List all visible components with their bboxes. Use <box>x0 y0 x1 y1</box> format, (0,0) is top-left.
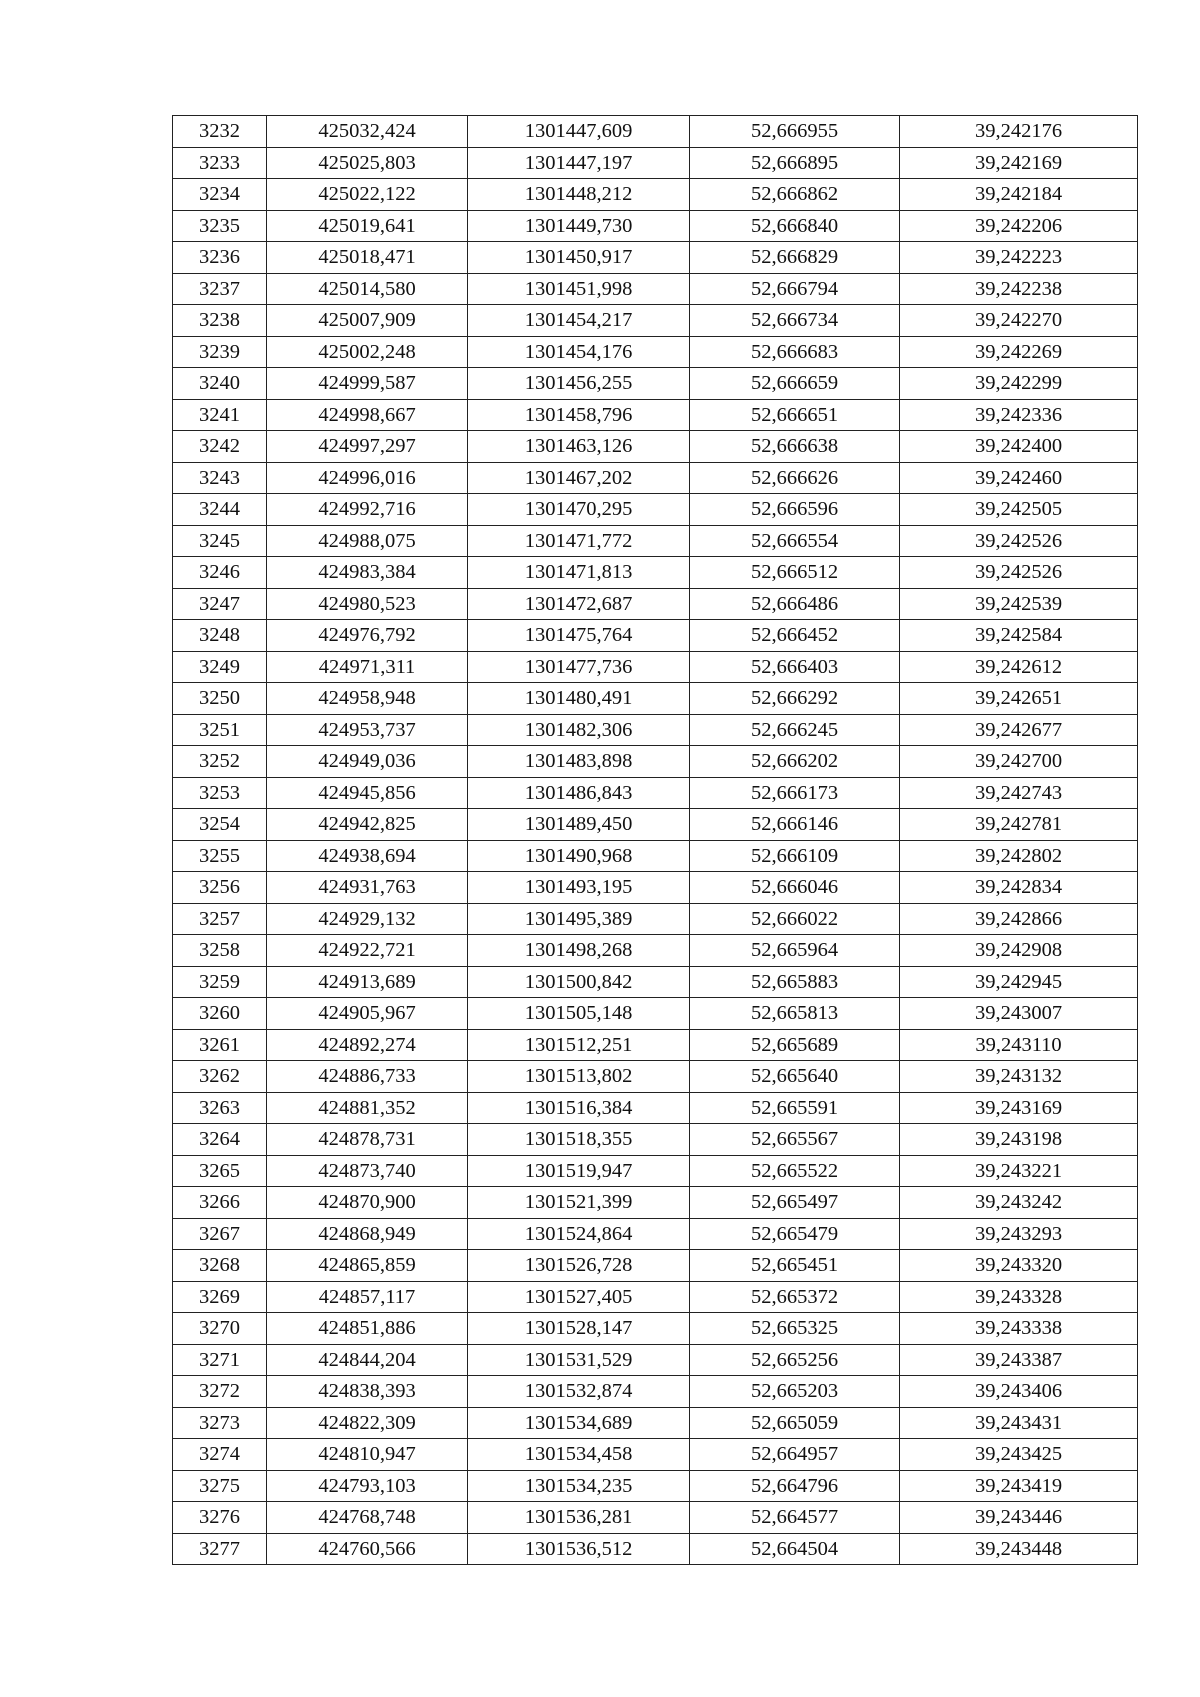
latitude-cell: 52,666486 <box>690 588 900 620</box>
point-number-cell: 3252 <box>173 746 267 778</box>
latitude-cell: 52,666638 <box>690 431 900 463</box>
y-coordinate-cell: 1301456,255 <box>468 368 690 400</box>
point-number-cell: 3246 <box>173 557 267 589</box>
x-coordinate-cell: 424938,694 <box>267 840 468 872</box>
table-row <box>173 210 1138 242</box>
x-coordinate-cell: 425014,580 <box>267 273 468 305</box>
point-number-cell: 3241 <box>173 399 267 431</box>
latitude-cell: 52,665591 <box>690 1092 900 1124</box>
latitude-cell: 52,666794 <box>690 273 900 305</box>
longitude-cell: 39,242505 <box>900 494 1138 526</box>
coordinates-table <box>172 115 1138 1565</box>
point-number-cell: 3250 <box>173 683 267 715</box>
latitude-cell: 52,666512 <box>690 557 900 589</box>
longitude-cell: 39,243448 <box>900 1533 1138 1565</box>
x-coordinate-cell: 424996,016 <box>267 462 468 494</box>
y-coordinate-cell: 1301451,998 <box>468 273 690 305</box>
latitude-cell: 52,666596 <box>690 494 900 526</box>
table-row <box>173 273 1138 305</box>
x-coordinate-cell: 424768,748 <box>267 1502 468 1534</box>
latitude-cell: 52,665203 <box>690 1376 900 1408</box>
table-row <box>173 903 1138 935</box>
table-row <box>173 1439 1138 1471</box>
latitude-cell: 52,665479 <box>690 1218 900 1250</box>
point-number-cell: 3233 <box>173 147 267 179</box>
latitude-cell: 52,666626 <box>690 462 900 494</box>
longitude-cell: 39,243431 <box>900 1407 1138 1439</box>
y-coordinate-cell: 1301534,235 <box>468 1470 690 1502</box>
table-row <box>173 242 1138 274</box>
table-row <box>173 1061 1138 1093</box>
x-coordinate-cell: 424810,947 <box>267 1439 468 1471</box>
point-number-cell: 3244 <box>173 494 267 526</box>
table-row <box>173 431 1138 463</box>
point-number-cell: 3271 <box>173 1344 267 1376</box>
latitude-cell: 52,666683 <box>690 336 900 368</box>
longitude-cell: 39,243221 <box>900 1155 1138 1187</box>
x-coordinate-cell: 424922,721 <box>267 935 468 967</box>
y-coordinate-cell: 1301526,728 <box>468 1250 690 1282</box>
longitude-cell: 39,242834 <box>900 872 1138 904</box>
y-coordinate-cell: 1301519,947 <box>468 1155 690 1187</box>
x-coordinate-cell: 424886,733 <box>267 1061 468 1093</box>
table-row <box>173 651 1138 683</box>
x-coordinate-cell: 424929,132 <box>267 903 468 935</box>
longitude-cell: 39,243169 <box>900 1092 1138 1124</box>
latitude-cell: 52,666895 <box>690 147 900 179</box>
point-number-cell: 3261 <box>173 1029 267 1061</box>
longitude-cell: 39,242700 <box>900 746 1138 778</box>
y-coordinate-cell: 1301531,529 <box>468 1344 690 1376</box>
point-number-cell: 3272 <box>173 1376 267 1408</box>
latitude-cell: 52,664577 <box>690 1502 900 1534</box>
longitude-cell: 39,243387 <box>900 1344 1138 1376</box>
longitude-cell: 39,242539 <box>900 588 1138 620</box>
y-coordinate-cell: 1301470,295 <box>468 494 690 526</box>
x-coordinate-cell: 424892,274 <box>267 1029 468 1061</box>
y-coordinate-cell: 1301463,126 <box>468 431 690 463</box>
longitude-cell: 39,242460 <box>900 462 1138 494</box>
longitude-cell: 39,242802 <box>900 840 1138 872</box>
longitude-cell: 39,242176 <box>900 116 1138 148</box>
point-number-cell: 3235 <box>173 210 267 242</box>
longitude-cell: 39,243007 <box>900 998 1138 1030</box>
longitude-cell: 39,242908 <box>900 935 1138 967</box>
longitude-cell: 39,243320 <box>900 1250 1138 1282</box>
latitude-cell: 52,666146 <box>690 809 900 841</box>
point-number-cell: 3236 <box>173 242 267 274</box>
point-number-cell: 3265 <box>173 1155 267 1187</box>
longitude-cell: 39,242945 <box>900 966 1138 998</box>
longitude-cell: 39,242223 <box>900 242 1138 274</box>
table-row <box>173 1187 1138 1219</box>
point-number-cell: 3238 <box>173 305 267 337</box>
point-number-cell: 3256 <box>173 872 267 904</box>
longitude-cell: 39,242206 <box>900 210 1138 242</box>
latitude-cell: 52,666840 <box>690 210 900 242</box>
point-number-cell: 3251 <box>173 714 267 746</box>
x-coordinate-cell: 424870,900 <box>267 1187 468 1219</box>
latitude-cell: 52,665372 <box>690 1281 900 1313</box>
table-row <box>173 1407 1138 1439</box>
x-coordinate-cell: 425018,471 <box>267 242 468 274</box>
table-row <box>173 368 1138 400</box>
longitude-cell: 39,243338 <box>900 1313 1138 1345</box>
table-row <box>173 1124 1138 1156</box>
y-coordinate-cell: 1301471,772 <box>468 525 690 557</box>
table-row <box>173 714 1138 746</box>
table-row <box>173 336 1138 368</box>
table-row <box>173 179 1138 211</box>
point-number-cell: 3273 <box>173 1407 267 1439</box>
table-row <box>173 1376 1138 1408</box>
y-coordinate-cell: 1301534,689 <box>468 1407 690 1439</box>
x-coordinate-cell: 424998,667 <box>267 399 468 431</box>
latitude-cell: 52,666862 <box>690 179 900 211</box>
longitude-cell: 39,242269 <box>900 336 1138 368</box>
longitude-cell: 39,242677 <box>900 714 1138 746</box>
y-coordinate-cell: 1301483,898 <box>468 746 690 778</box>
x-coordinate-cell: 424873,740 <box>267 1155 468 1187</box>
longitude-cell: 39,243110 <box>900 1029 1138 1061</box>
x-coordinate-cell: 424997,297 <box>267 431 468 463</box>
point-number-cell: 3270 <box>173 1313 267 1345</box>
latitude-cell: 52,665451 <box>690 1250 900 1282</box>
latitude-cell: 52,666651 <box>690 399 900 431</box>
point-number-cell: 3239 <box>173 336 267 368</box>
y-coordinate-cell: 1301480,491 <box>468 683 690 715</box>
latitude-cell: 52,665813 <box>690 998 900 1030</box>
latitude-cell: 52,666829 <box>690 242 900 274</box>
longitude-cell: 39,242299 <box>900 368 1138 400</box>
latitude-cell: 52,666659 <box>690 368 900 400</box>
latitude-cell: 52,666022 <box>690 903 900 935</box>
x-coordinate-cell: 424844,204 <box>267 1344 468 1376</box>
point-number-cell: 3257 <box>173 903 267 935</box>
table-row <box>173 1029 1138 1061</box>
table-row <box>173 525 1138 557</box>
latitude-cell: 52,666734 <box>690 305 900 337</box>
point-number-cell: 3258 <box>173 935 267 967</box>
point-number-cell: 3248 <box>173 620 267 652</box>
longitude-cell: 39,243242 <box>900 1187 1138 1219</box>
x-coordinate-cell: 424980,523 <box>267 588 468 620</box>
latitude-cell: 52,665325 <box>690 1313 900 1345</box>
y-coordinate-cell: 1301532,874 <box>468 1376 690 1408</box>
x-coordinate-cell: 424793,103 <box>267 1470 468 1502</box>
longitude-cell: 39,242781 <box>900 809 1138 841</box>
x-coordinate-cell: 424881,352 <box>267 1092 468 1124</box>
y-coordinate-cell: 1301447,609 <box>468 116 690 148</box>
x-coordinate-cell: 424878,731 <box>267 1124 468 1156</box>
table-row <box>173 1344 1138 1376</box>
longitude-cell: 39,242400 <box>900 431 1138 463</box>
point-number-cell: 3276 <box>173 1502 267 1534</box>
longitude-cell: 39,243446 <box>900 1502 1138 1534</box>
y-coordinate-cell: 1301524,864 <box>468 1218 690 1250</box>
x-coordinate-cell: 424942,825 <box>267 809 468 841</box>
longitude-cell: 39,242336 <box>900 399 1138 431</box>
point-number-cell: 3264 <box>173 1124 267 1156</box>
y-coordinate-cell: 1301471,813 <box>468 557 690 589</box>
y-coordinate-cell: 1301498,268 <box>468 935 690 967</box>
latitude-cell: 52,666173 <box>690 777 900 809</box>
latitude-cell: 52,666403 <box>690 651 900 683</box>
y-coordinate-cell: 1301454,176 <box>468 336 690 368</box>
longitude-cell: 39,242238 <box>900 273 1138 305</box>
x-coordinate-cell: 424958,948 <box>267 683 468 715</box>
longitude-cell: 39,242866 <box>900 903 1138 935</box>
coordinates-table-body <box>173 116 1138 1565</box>
y-coordinate-cell: 1301536,512 <box>468 1533 690 1565</box>
y-coordinate-cell: 1301495,389 <box>468 903 690 935</box>
x-coordinate-cell: 424971,311 <box>267 651 468 683</box>
x-coordinate-cell: 425002,248 <box>267 336 468 368</box>
point-number-cell: 3243 <box>173 462 267 494</box>
longitude-cell: 39,242612 <box>900 651 1138 683</box>
y-coordinate-cell: 1301518,355 <box>468 1124 690 1156</box>
point-number-cell: 3242 <box>173 431 267 463</box>
x-coordinate-cell: 424988,075 <box>267 525 468 557</box>
y-coordinate-cell: 1301447,197 <box>468 147 690 179</box>
table-row <box>173 588 1138 620</box>
point-number-cell: 3249 <box>173 651 267 683</box>
longitude-cell: 39,242651 <box>900 683 1138 715</box>
longitude-cell: 39,243328 <box>900 1281 1138 1313</box>
table-row <box>173 840 1138 872</box>
x-coordinate-cell: 424945,856 <box>267 777 468 809</box>
latitude-cell: 52,665883 <box>690 966 900 998</box>
table-row <box>173 116 1138 148</box>
longitude-cell: 39,242743 <box>900 777 1138 809</box>
y-coordinate-cell: 1301489,450 <box>468 809 690 841</box>
y-coordinate-cell: 1301528,147 <box>468 1313 690 1345</box>
longitude-cell: 39,242169 <box>900 147 1138 179</box>
x-coordinate-cell: 425007,909 <box>267 305 468 337</box>
y-coordinate-cell: 1301500,842 <box>468 966 690 998</box>
point-number-cell: 3262 <box>173 1061 267 1093</box>
latitude-cell: 52,665689 <box>690 1029 900 1061</box>
table-row <box>173 620 1138 652</box>
latitude-cell: 52,665497 <box>690 1187 900 1219</box>
table-row <box>173 147 1138 179</box>
table-row <box>173 557 1138 589</box>
table-row <box>173 935 1138 967</box>
table-row <box>173 1250 1138 1282</box>
x-coordinate-cell: 424905,967 <box>267 998 468 1030</box>
longitude-cell: 39,243198 <box>900 1124 1138 1156</box>
x-coordinate-cell: 424851,886 <box>267 1313 468 1345</box>
table-row <box>173 966 1138 998</box>
x-coordinate-cell: 424976,792 <box>267 620 468 652</box>
y-coordinate-cell: 1301475,764 <box>468 620 690 652</box>
latitude-cell: 52,665256 <box>690 1344 900 1376</box>
longitude-cell: 39,242526 <box>900 557 1138 589</box>
point-number-cell: 3269 <box>173 1281 267 1313</box>
y-coordinate-cell: 1301513,802 <box>468 1061 690 1093</box>
x-coordinate-cell: 424857,117 <box>267 1281 468 1313</box>
y-coordinate-cell: 1301534,458 <box>468 1439 690 1471</box>
y-coordinate-cell: 1301448,212 <box>468 179 690 211</box>
point-number-cell: 3263 <box>173 1092 267 1124</box>
latitude-cell: 52,666202 <box>690 746 900 778</box>
table-row <box>173 494 1138 526</box>
x-coordinate-cell: 425022,122 <box>267 179 468 211</box>
point-number-cell: 3266 <box>173 1187 267 1219</box>
table-row <box>173 305 1138 337</box>
table-row <box>173 1155 1138 1187</box>
x-coordinate-cell: 424949,036 <box>267 746 468 778</box>
x-coordinate-cell: 424822,309 <box>267 1407 468 1439</box>
table-row <box>173 462 1138 494</box>
latitude-cell: 52,664504 <box>690 1533 900 1565</box>
y-coordinate-cell: 1301536,281 <box>468 1502 690 1534</box>
x-coordinate-cell: 424865,859 <box>267 1250 468 1282</box>
point-number-cell: 3267 <box>173 1218 267 1250</box>
latitude-cell: 52,664957 <box>690 1439 900 1471</box>
y-coordinate-cell: 1301516,384 <box>468 1092 690 1124</box>
longitude-cell: 39,242270 <box>900 305 1138 337</box>
x-coordinate-cell: 425019,641 <box>267 210 468 242</box>
table-row <box>173 872 1138 904</box>
point-number-cell: 3247 <box>173 588 267 620</box>
point-number-cell: 3275 <box>173 1470 267 1502</box>
x-coordinate-cell: 425032,424 <box>267 116 468 148</box>
table-row <box>173 1533 1138 1565</box>
x-coordinate-cell: 424983,384 <box>267 557 468 589</box>
y-coordinate-cell: 1301454,217 <box>468 305 690 337</box>
table-row <box>173 1092 1138 1124</box>
latitude-cell: 52,666452 <box>690 620 900 652</box>
longitude-cell: 39,243132 <box>900 1061 1138 1093</box>
table-row <box>173 683 1138 715</box>
point-number-cell: 3237 <box>173 273 267 305</box>
latitude-cell: 52,666292 <box>690 683 900 715</box>
point-number-cell: 3259 <box>173 966 267 998</box>
y-coordinate-cell: 1301449,730 <box>468 210 690 242</box>
x-coordinate-cell: 424913,689 <box>267 966 468 998</box>
point-number-cell: 3260 <box>173 998 267 1030</box>
y-coordinate-cell: 1301482,306 <box>468 714 690 746</box>
table-row <box>173 1313 1138 1345</box>
longitude-cell: 39,243419 <box>900 1470 1138 1502</box>
x-coordinate-cell: 424992,716 <box>267 494 468 526</box>
table-row <box>173 1218 1138 1250</box>
x-coordinate-cell: 424868,949 <box>267 1218 468 1250</box>
point-number-cell: 3254 <box>173 809 267 841</box>
longitude-cell: 39,242184 <box>900 179 1138 211</box>
latitude-cell: 52,666554 <box>690 525 900 557</box>
point-number-cell: 3274 <box>173 1439 267 1471</box>
y-coordinate-cell: 1301493,195 <box>468 872 690 904</box>
latitude-cell: 52,665522 <box>690 1155 900 1187</box>
x-coordinate-cell: 424999,587 <box>267 368 468 400</box>
y-coordinate-cell: 1301521,399 <box>468 1187 690 1219</box>
latitude-cell: 52,665964 <box>690 935 900 967</box>
point-number-cell: 3253 <box>173 777 267 809</box>
longitude-cell: 39,243406 <box>900 1376 1138 1408</box>
point-number-cell: 3234 <box>173 179 267 211</box>
table-row <box>173 399 1138 431</box>
latitude-cell: 52,666046 <box>690 872 900 904</box>
y-coordinate-cell: 1301527,405 <box>468 1281 690 1313</box>
x-coordinate-cell: 424931,763 <box>267 872 468 904</box>
point-number-cell: 3245 <box>173 525 267 557</box>
table-row <box>173 809 1138 841</box>
table-row <box>173 1281 1138 1313</box>
y-coordinate-cell: 1301477,736 <box>468 651 690 683</box>
x-coordinate-cell: 424760,566 <box>267 1533 468 1565</box>
point-number-cell: 3277 <box>173 1533 267 1565</box>
longitude-cell: 39,243293 <box>900 1218 1138 1250</box>
point-number-cell: 3255 <box>173 840 267 872</box>
latitude-cell: 52,665059 <box>690 1407 900 1439</box>
x-coordinate-cell: 424838,393 <box>267 1376 468 1408</box>
x-coordinate-cell: 425025,803 <box>267 147 468 179</box>
table-row <box>173 998 1138 1030</box>
y-coordinate-cell: 1301450,917 <box>468 242 690 274</box>
point-number-cell: 3232 <box>173 116 267 148</box>
latitude-cell: 52,666955 <box>690 116 900 148</box>
y-coordinate-cell: 1301472,687 <box>468 588 690 620</box>
table-row <box>173 746 1138 778</box>
longitude-cell: 39,242526 <box>900 525 1138 557</box>
y-coordinate-cell: 1301458,796 <box>468 399 690 431</box>
table-row <box>173 1502 1138 1534</box>
x-coordinate-cell: 424953,737 <box>267 714 468 746</box>
latitude-cell: 52,666109 <box>690 840 900 872</box>
y-coordinate-cell: 1301467,202 <box>468 462 690 494</box>
point-number-cell: 3240 <box>173 368 267 400</box>
y-coordinate-cell: 1301505,148 <box>468 998 690 1030</box>
y-coordinate-cell: 1301490,968 <box>468 840 690 872</box>
latitude-cell: 52,666245 <box>690 714 900 746</box>
longitude-cell: 39,242584 <box>900 620 1138 652</box>
latitude-cell: 52,664796 <box>690 1470 900 1502</box>
point-number-cell: 3268 <box>173 1250 267 1282</box>
latitude-cell: 52,665567 <box>690 1124 900 1156</box>
longitude-cell: 39,243425 <box>900 1439 1138 1471</box>
y-coordinate-cell: 1301486,843 <box>468 777 690 809</box>
y-coordinate-cell: 1301512,251 <box>468 1029 690 1061</box>
table-row <box>173 777 1138 809</box>
table-row <box>173 1470 1138 1502</box>
latitude-cell: 52,665640 <box>690 1061 900 1093</box>
